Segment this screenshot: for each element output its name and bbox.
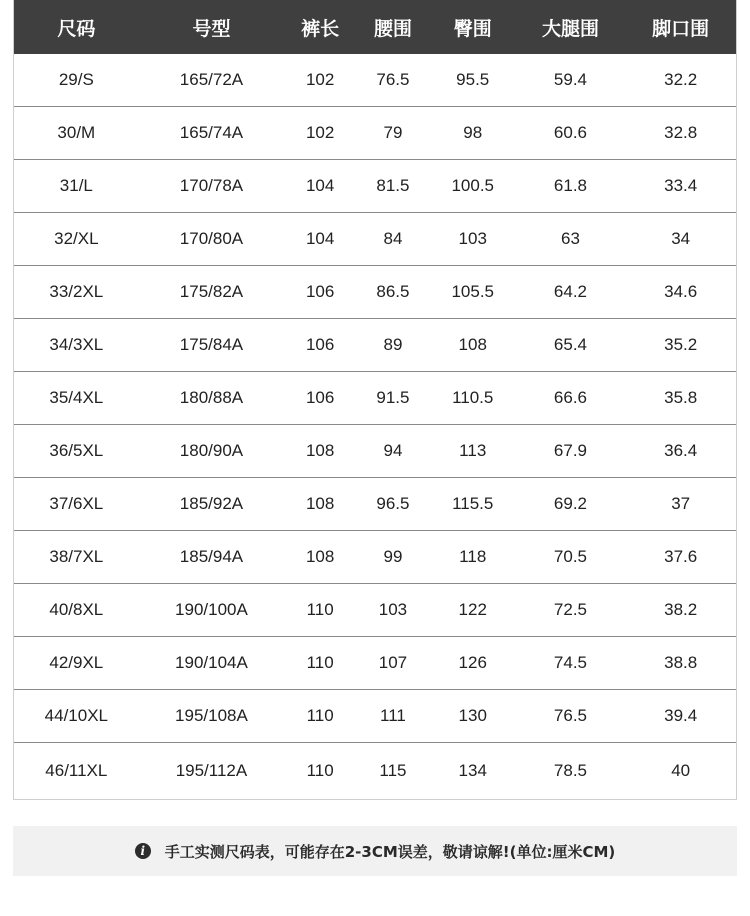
table-cell: 190/104A — [175, 653, 248, 672]
table-cell: 74.5 — [553, 653, 587, 672]
info-icon: i — [135, 843, 151, 859]
table-cell: 38.8 — [664, 653, 698, 672]
table-cell: 115 — [379, 761, 407, 780]
table-cell: 106 — [305, 335, 335, 354]
table-cell: 103 — [378, 600, 408, 619]
table-cell: 64.2 — [553, 282, 587, 301]
table-cell: 170/80A — [179, 229, 244, 248]
header-hip: 臀围 — [453, 17, 492, 40]
table-cell: 110.5 — [452, 388, 494, 407]
table-row — [14, 425, 736, 478]
table-row — [14, 637, 736, 690]
table-cell: 79 — [383, 123, 403, 142]
table-cell: 36/5XL — [49, 441, 104, 460]
table-cell: 37/6XL — [49, 494, 104, 513]
note-text: 手工实测尺码表，可能存在2-3CM误差，敬请谅解!(单位:厘米CM) — [164, 842, 616, 861]
table-cell: 78.5 — [553, 761, 587, 780]
table-body — [14, 54, 736, 799]
size-chart-table — [13, 0, 737, 800]
table-row — [14, 584, 736, 637]
table-cell: 195/112A — [175, 761, 248, 780]
table-cell: 29/S — [58, 70, 94, 89]
table-cell: 115.5 — [452, 494, 494, 513]
table-cell: 37 — [671, 494, 691, 513]
table-cell: 34 — [671, 229, 691, 248]
table-cell: 107 — [378, 653, 408, 672]
table-cell: 91.5 — [376, 388, 410, 407]
table-row — [14, 690, 736, 743]
table-cell: 105.5 — [451, 282, 494, 301]
table-cell: 102 — [305, 70, 335, 89]
header-waist: 腰围 — [373, 17, 412, 40]
table-cell: 72.5 — [553, 600, 587, 619]
table-cell: 110 — [306, 653, 334, 672]
table-cell: 95.5 — [456, 70, 490, 89]
table-cell: 99 — [383, 547, 403, 566]
table-cell: 31/L — [59, 176, 93, 195]
table-cell: 111 — [380, 706, 406, 725]
table-cell: 34/3XL — [49, 335, 104, 354]
table-row — [14, 531, 736, 584]
table-cell: 36.4 — [664, 441, 698, 460]
header-thigh: 大腿围 — [541, 17, 599, 40]
table-cell: 106 — [305, 282, 335, 301]
table-row — [14, 372, 736, 425]
table-cell: 165/74A — [179, 123, 244, 142]
table-cell: 110 — [306, 761, 334, 780]
table-cell: 86.5 — [376, 282, 410, 301]
table-cell: 108 — [305, 494, 335, 513]
table-cell: 32.2 — [664, 70, 698, 89]
table-row — [14, 266, 736, 319]
table-cell: 84 — [383, 229, 403, 248]
table-row — [14, 54, 736, 107]
table-cell: 190/100A — [175, 600, 248, 619]
table-cell: 40/8XL — [49, 600, 104, 619]
table-cell: 110 — [306, 706, 334, 725]
table-cell: 180/90A — [179, 441, 244, 460]
table-cell: 46/11XL — [45, 761, 108, 780]
table-cell: 185/92A — [179, 494, 244, 513]
table-cell: 32/XL — [54, 229, 99, 248]
table-cell: 165/72A — [179, 70, 244, 89]
table-cell: 65.4 — [553, 335, 587, 354]
table-cell: 30/M — [57, 123, 96, 142]
table-cell: 110 — [306, 600, 334, 619]
header-model: 号型 — [192, 17, 231, 40]
table-cell: 94 — [383, 441, 403, 460]
table-cell: 35/4XL — [49, 388, 104, 407]
table-cell: 61.8 — [553, 176, 587, 195]
table-row — [14, 743, 736, 799]
table-cell: 130 — [458, 706, 487, 725]
table-cell: 76.5 — [553, 706, 587, 725]
table-cell: 38.2 — [664, 600, 698, 619]
header-hem: 脚口围 — [652, 17, 710, 40]
table-cell: 89 — [383, 335, 403, 354]
table-cell: 70.5 — [553, 547, 587, 566]
table-cell: 175/82A — [179, 282, 244, 301]
note-bar — [13, 826, 737, 876]
table-cell: 108 — [305, 441, 335, 460]
table-cell: 102 — [305, 123, 335, 142]
table-cell: 180/88A — [179, 388, 244, 407]
table-cell: 81.5 — [376, 176, 410, 195]
table-cell: 185/94A — [179, 547, 244, 566]
table-cell: 134 — [458, 761, 487, 780]
table-cell: 44/10XL — [44, 706, 108, 725]
header-size: 尺码 — [57, 17, 96, 40]
table-cell: 59.4 — [553, 70, 587, 89]
table-cell: 195/108A — [175, 706, 248, 725]
table-cell: 170/78A — [179, 176, 244, 195]
table-cell: 66.6 — [553, 388, 587, 407]
table-cell: 60.6 — [553, 123, 587, 142]
table-cell: 106 — [305, 388, 335, 407]
table-cell: 122 — [458, 600, 487, 619]
table-cell: 35.2 — [664, 335, 698, 354]
table-cell: 67.9 — [553, 441, 587, 460]
table-cell: 113 — [459, 441, 487, 460]
table-row — [14, 160, 736, 213]
table-cell: 126 — [458, 653, 487, 672]
table-cell: 32.8 — [664, 123, 698, 142]
table-cell: 69.2 — [553, 494, 587, 513]
table-cell: 34.6 — [664, 282, 698, 301]
table-cell: 42/9XL — [49, 653, 104, 672]
table-cell: 96.5 — [376, 494, 410, 513]
table-cell: 103 — [458, 229, 487, 248]
table-row — [14, 478, 736, 531]
table-row — [14, 213, 736, 266]
table-cell: 37.6 — [664, 547, 698, 566]
table-cell: 38/7XL — [49, 547, 104, 566]
table-row — [14, 319, 736, 372]
table-cell: 108 — [305, 547, 335, 566]
table-cell: 63 — [561, 229, 580, 248]
table-cell: 35.8 — [664, 388, 698, 407]
table-cell: 40 — [671, 761, 691, 780]
table-cell: 39.4 — [664, 706, 698, 725]
table-header — [14, 0, 736, 54]
table-cell: 33.4 — [664, 176, 698, 195]
table-row — [14, 107, 736, 160]
table-cell: 108 — [458, 335, 487, 354]
header-length: 裤长 — [301, 17, 340, 40]
table-cell: 118 — [459, 547, 487, 566]
table-cell: 98 — [463, 123, 483, 142]
table-cell: 100.5 — [451, 176, 494, 195]
table-cell: 33/2XL — [49, 282, 104, 301]
table-cell: 76.5 — [376, 70, 410, 89]
table-cell: 104 — [305, 229, 335, 248]
table-cell: 104 — [305, 176, 335, 195]
table-cell: 175/84A — [179, 335, 244, 354]
